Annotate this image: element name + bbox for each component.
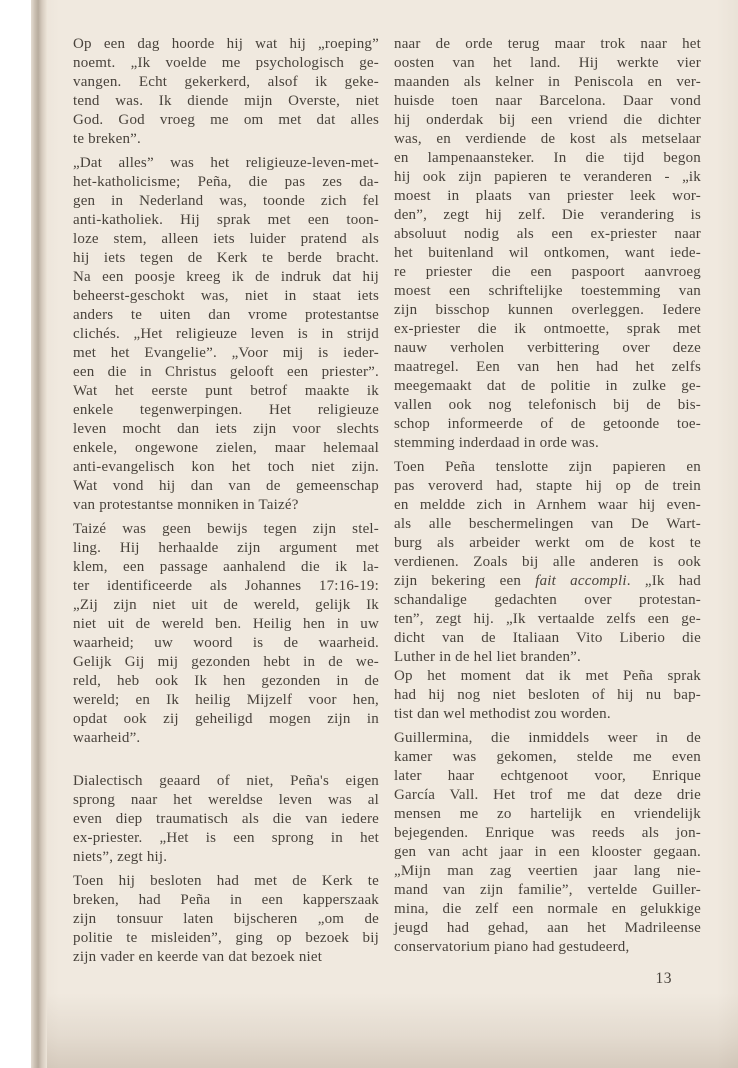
text-line: Guillermina, die inmiddels weer in de: [394, 730, 701, 746]
text-line: wereld; en Ik heilig Mijzelf voor hen,: [73, 692, 379, 708]
text-line: sprong naar het wereldse leven was al: [73, 792, 379, 808]
text-line: pas veroverd had, stapte hij op de trein: [394, 478, 701, 494]
paragraph: [394, 458, 701, 667]
text-line: loze stem, alleen iets luider pratend als: [73, 231, 379, 247]
text-line: re priester die een paspoort aanvroeg: [394, 264, 701, 280]
text-line: tist dan wel methodist zou worden.: [394, 706, 611, 722]
text-line: Taizé was geen bewijs tegen zijn stel-: [73, 521, 379, 537]
text-line: beheerst-geschokt was, niet in staat iets: [73, 288, 379, 304]
text-line: waarheid; uw woord is de waarheid.: [73, 635, 379, 651]
text-line: even diep traumatisch als die van iedere: [73, 811, 379, 827]
text-line: Toen Peña tenslotte zijn papieren en: [394, 459, 701, 475]
text-line: nauw verholen verbittering over deze: [394, 340, 701, 356]
text-line: het buitenland wil ontkomen, want iede-: [394, 245, 701, 261]
text-line: zijn tonsuur laten bijscheren „om de: [73, 911, 379, 927]
text-line: Op het moment dat ik met Peña sprak: [394, 668, 701, 684]
text-line: waarheid”.: [73, 730, 141, 746]
text-line: „Mijn man zag veertien jaar lang nie-: [394, 863, 701, 879]
text-line: een die in Christus gelooft een priester”.: [73, 364, 379, 380]
text-line: den”, zegt hij zelf. Die verandering is: [394, 207, 701, 223]
paragraph: [73, 520, 379, 748]
paragraph: [394, 667, 701, 724]
text-line: vallen ook nog telefonisch bij de bis-: [394, 397, 701, 413]
text-line: Wat vond hij dan van de gemeenschap: [73, 478, 379, 494]
text-line: niets”, zegt hij.: [73, 849, 168, 865]
text-line: huisde toen naar Barcelona. Daar vond: [394, 93, 701, 109]
text-line: anti-evangelisch kon het toch niet zijn.: [73, 459, 379, 475]
text-line: anders te uiten dan vrome protestantse: [73, 307, 379, 323]
text-line: García Vall. Het trof me dat deze drie: [394, 787, 701, 803]
text-line: breken, had Peña in een kapperszaak: [73, 892, 379, 908]
text-line: het-katholicisme; Peña, die pas zes da-: [73, 174, 379, 190]
text-line: Na een poosje kreeg ik de indruk dat hij: [73, 269, 379, 285]
text-line: en meldde zich in Arnhem waar hij even-: [394, 497, 701, 513]
paragraph: [73, 772, 379, 867]
paragraph: [394, 729, 701, 957]
text-column-right: [394, 35, 701, 967]
text-line: tend was. Ik diende mijn Overste, niet: [73, 93, 379, 109]
text-line: zijn bisschop kunnen overleggen. Iedere: [394, 302, 701, 318]
page-edge-shadow: [31, 0, 47, 1068]
text-line: jeugd had gehad, aan het Madrileense: [394, 920, 701, 936]
text-line: had hij nog niet besloten of hij nu bap-: [394, 687, 701, 703]
page-number: 13: [655, 970, 672, 987]
text-line: Luther in de hel liet branden”.: [394, 649, 581, 665]
text-line: maatregel. Een van hen had het zelfs: [394, 359, 701, 375]
text-line: Toen hij besloten had met de Kerk te: [73, 873, 379, 889]
text-line: te breken”.: [73, 131, 141, 147]
paragraph: [73, 154, 379, 515]
text-line: gen van acht jaar in een klooster gegaan.: [394, 844, 701, 860]
text-line: God. God vroeg me om met dat alles: [73, 112, 379, 128]
paragraph: [73, 872, 379, 967]
text-line: ten”, zegt hij. „Ik vertaalde zelfs een ge-: [394, 611, 701, 627]
text-line: mensen me zo hartelijk en vriendelijk: [394, 806, 701, 822]
text-line: conservatorium piano had gestudeerd,: [394, 939, 630, 955]
text-line: moest een schriftelijke toestemming van: [394, 283, 701, 299]
text-line: gen in Nederland was, toonde zich fel: [73, 193, 379, 209]
text-line: oosten van het land. Hij werkte vier: [394, 55, 701, 71]
text-line: stemming inderdaad in orde was.: [394, 435, 599, 451]
paragraph: [73, 35, 379, 149]
text-line: meegemaakt dat de politie in zulke ge-: [394, 378, 701, 394]
text-line: niet uit de wereld ben. Heilig hen in uw: [73, 616, 379, 632]
text-line: naar de orde terug maar trok naar het: [394, 36, 701, 52]
text-line: vangen. Echt gekerkerd, alsof ik geke-: [73, 74, 379, 90]
text-line: anti-katholiek. Hij sprak met een toon-: [73, 212, 379, 228]
text-line: burg als arbeider werkt om de kost te: [394, 535, 701, 551]
text-line: als alle beschermelingen van De Wart-: [394, 516, 701, 532]
text-line: mand van zijn familie”, vertelde Guiller-: [394, 882, 701, 898]
paragraph: [394, 35, 701, 453]
text-line: met het Evangelie”. „Voor mij is ieder-: [73, 345, 379, 361]
text-line: schandalige gedachten over protestan-: [394, 592, 701, 608]
text-line: en lampenaansteker. In die tijd begon: [394, 150, 701, 166]
text-line: van protestantse monniken in Taizé?: [73, 497, 299, 513]
text-line: later haar echtgenoot voor, Enrique: [394, 768, 701, 784]
text-line: moest in plaats van priester leek wor-: [394, 188, 701, 204]
text-line: maanden als kelner in Peniscola en ver-: [394, 74, 701, 90]
text-line: zijn bekering een fait accompli. „Ik had: [394, 573, 701, 589]
page-columns: [73, 35, 701, 967]
text-line: was, en verdiende de kost als metselaar: [394, 131, 701, 147]
text-line: ling. Hij herhaalde zijn argument met: [73, 540, 379, 556]
text-line: clichés. „Het religieuze leven is in strijd: [73, 326, 379, 342]
text-line: mina, die zelf een normale en gelukkige: [394, 901, 701, 917]
text-line: dicht van de Italiaan Vito Liberio die: [394, 630, 701, 646]
text-line: ex-priester die ik ontmoette, sprak met: [394, 321, 701, 337]
text-line: ter identificeerde als Johannes 17:16-19:: [73, 578, 379, 594]
text-line: schop informeerde of de getoonde toe-: [394, 416, 701, 432]
text-line: „Zij zijn niet uit de wereld, gelijk Ik: [73, 597, 379, 613]
text-column-left: [73, 35, 379, 967]
text-line: Op een dag hoorde hij wat hij „roeping”: [73, 36, 379, 52]
text-line: Wat het eerste punt betrof maakte ik: [73, 383, 379, 399]
text-line: absoluut nodig als een ex-priester naar: [394, 226, 701, 242]
text-line: enkele tegenwerpingen. Het religieuze: [73, 402, 379, 418]
text-line: leven mocht dan iets zijn voor slechts: [73, 421, 379, 437]
text-line: opdat ook zij geheiligd mogen zijn in: [73, 711, 379, 727]
text-line: kamer was gekomen, stelde me even: [394, 749, 701, 765]
text-line: ex-priester. „Het is een sprong in het: [73, 830, 379, 846]
text-line: Gelijk Gij mij gezonden hebt in de we-: [73, 654, 379, 670]
text-line: enkele, ongewone zielen, maar helemaal: [73, 440, 379, 456]
text-line: hij ook zijn papieren te veranderen - „ik: [394, 169, 701, 185]
text-line: hij onderdak bij een vriend die dichter: [394, 112, 701, 128]
text-line: klem, een passage aanhalend die ik la-: [73, 559, 379, 575]
text-line: „Dat alles” was het religieuze-leven-met-: [73, 155, 379, 171]
text-line: zijn vader en keerde van dat bezoek niet: [73, 949, 323, 965]
text-line: verdienen. Zoals bij alle anderen is ook: [394, 554, 701, 570]
text-line: hij iets tegen de Kerk te berde bracht.: [73, 250, 379, 266]
text-line: reld, heb ook Ik hen gezonden in de: [73, 673, 379, 689]
text-line: politie te misleiden”, ging op bezoek bij: [73, 930, 379, 946]
text-line: Dialectisch geaard of niet, Peña's eigen: [73, 773, 379, 789]
text-line: bejegenden. Enrique was reeds als jon-: [394, 825, 701, 841]
text-line: noemt. „Ik voelde me psychologisch ge-: [73, 55, 379, 71]
